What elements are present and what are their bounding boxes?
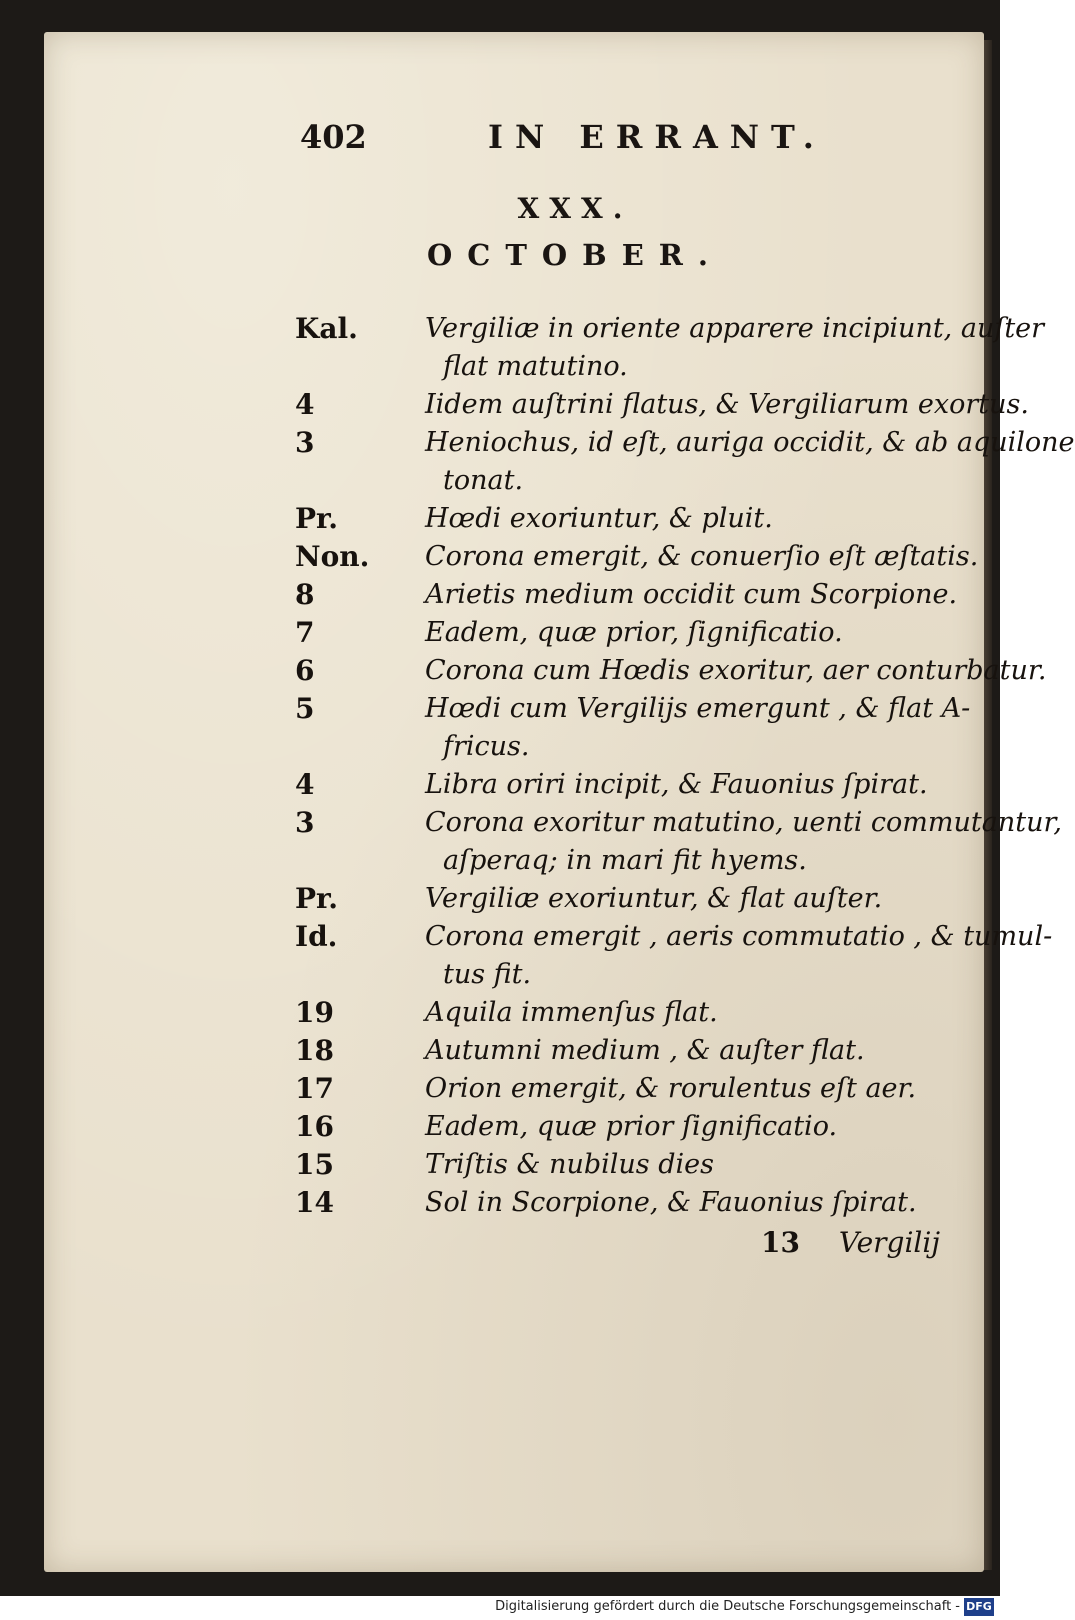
entry-line: tus fit. (443, 959, 532, 990)
entry-day: Pr. (295, 882, 338, 915)
entry-line: Heniochus, id eſt, auriga occidit, & ab aquilone (425, 427, 1075, 458)
entry-line: Vergiliæ exoriuntur, & flat auſter. (425, 883, 883, 914)
calendar-entry (295, 614, 985, 652)
calendar-entry (295, 1146, 985, 1184)
entry-line: Aquila immenſus flat. (425, 997, 718, 1028)
entry-line: Iidem auſtrini flatus, & Vergiliarum exortus. (425, 389, 1029, 420)
entry-day: Pr. (295, 502, 338, 535)
entry-line: Arietis medium occidit cum Scorpione. (425, 579, 958, 610)
entry-day: 16 (295, 1110, 334, 1143)
entry-text (425, 880, 985, 918)
section-number: XXX. (517, 192, 633, 225)
entry-text (425, 576, 985, 614)
calendar-entry (295, 652, 1047, 690)
entry-line: Hœdi exoriuntur, & pluit. (425, 503, 773, 534)
calendar-entry (295, 1184, 985, 1222)
calendar-entry (295, 766, 985, 804)
month-title: OCTOBER. (427, 238, 723, 272)
entry-text (425, 1184, 985, 1222)
entry-text (425, 386, 1029, 424)
calendar-entry (295, 386, 1029, 424)
entry-line: Vergiliæ in oriente apparere incipiunt, auſter (425, 313, 1045, 344)
entry-day: Non. (295, 540, 370, 573)
entry-text (425, 1108, 985, 1146)
entry-text (425, 994, 985, 1032)
entry-day: 7 (295, 616, 315, 649)
entry-day: 8 (295, 578, 315, 611)
calendar-entry (295, 1032, 985, 1070)
entry-day: 6 (295, 654, 315, 687)
entry-text (425, 804, 1062, 880)
entry-line: Eadem, quæ prior ſignificatio. (425, 1111, 838, 1142)
calendar-entry (295, 994, 985, 1032)
entry-line: Orion emergit, & rorulentus eſt aer. (425, 1073, 917, 1104)
entry-day: 17 (295, 1072, 334, 1105)
entry-day: Id. (295, 920, 338, 953)
calendar-entry (295, 500, 985, 538)
dfg-logo: DFG (964, 1598, 994, 1616)
entry-line: Libra oriri incipit, & Fauonius ſpirat. (425, 769, 928, 800)
entry-text (425, 500, 985, 538)
entry-text (425, 766, 985, 804)
entry-day: 4 (295, 388, 315, 421)
entry-text (425, 614, 985, 652)
entry-text (425, 538, 985, 576)
entry-line: Hœdi cum Vergilijs emergunt , & flat A- (425, 693, 971, 724)
entry-day: 14 (295, 1186, 334, 1219)
calendar-entry (295, 690, 985, 766)
entry-text (425, 1032, 985, 1070)
digitization-footer (0, 1596, 1000, 1620)
funding-credit: Digitalisierung gefördert durch die Deutsche Forschungsgemeinschaft - (495, 1599, 960, 1614)
catchword-text: Vergilij (838, 1226, 940, 1259)
entry-day: 15 (295, 1148, 334, 1181)
entry-text (425, 310, 1044, 386)
entry-line: Corona cum Hœdis exoritur, aer conturbatur. (425, 655, 1047, 686)
entry-text (425, 690, 985, 766)
page-header (0, 118, 1000, 168)
entry-line: Autumni medium , & auſter flat. (425, 1035, 865, 1066)
catchword (761, 1226, 940, 1259)
entry-text (425, 424, 1075, 500)
calendar-entry (295, 1108, 985, 1146)
entry-day: 5 (295, 692, 315, 725)
running-head: IN ERRANT. (488, 118, 826, 156)
entry-day: 3 (295, 426, 315, 459)
page-number: 402 (300, 118, 367, 156)
entry-line: Sol in Scorpione, & Fauonius ſpirat. (425, 1187, 917, 1218)
entry-text (425, 1146, 985, 1184)
entry-line: Corona exoritur matutino, uenti commutantur, (425, 807, 1063, 838)
entry-line: Corona emergit, & conuerſio eſt æſtatis. (425, 541, 979, 572)
calendar-entry (295, 538, 985, 576)
entry-line: fricus. (443, 731, 530, 762)
entry-line: aſperaq; in mari fit hyems. (443, 845, 807, 876)
calendar-entry (295, 804, 1063, 880)
entry-line: Eadem, quæ prior, ſignificatio. (425, 617, 843, 648)
entry-line: Corona emergit , aeris commutatio , & tumul- (425, 921, 1053, 952)
calendar-entry (295, 424, 1075, 500)
calendar-entry (295, 918, 1053, 994)
entry-day: 19 (295, 996, 334, 1029)
entry-day: 4 (295, 768, 315, 801)
calendar-entries (295, 310, 1075, 1222)
entry-day: Kal. (295, 312, 358, 345)
calendar-entry (295, 1070, 985, 1108)
entry-line: flat matutino. (443, 351, 628, 382)
entry-day: 18 (295, 1034, 334, 1067)
calendar-entry (295, 576, 985, 614)
entry-text (425, 918, 1052, 994)
catchword-signature: 13 (761, 1226, 801, 1259)
entry-text (425, 1070, 985, 1108)
entry-line: tonat. (443, 465, 524, 496)
calendar-entry (295, 880, 985, 918)
entry-line: Triſtis & nubilus dies (425, 1149, 714, 1180)
entry-day: 3 (295, 806, 315, 839)
entry-text (425, 652, 1046, 690)
calendar-entry (295, 310, 1045, 386)
